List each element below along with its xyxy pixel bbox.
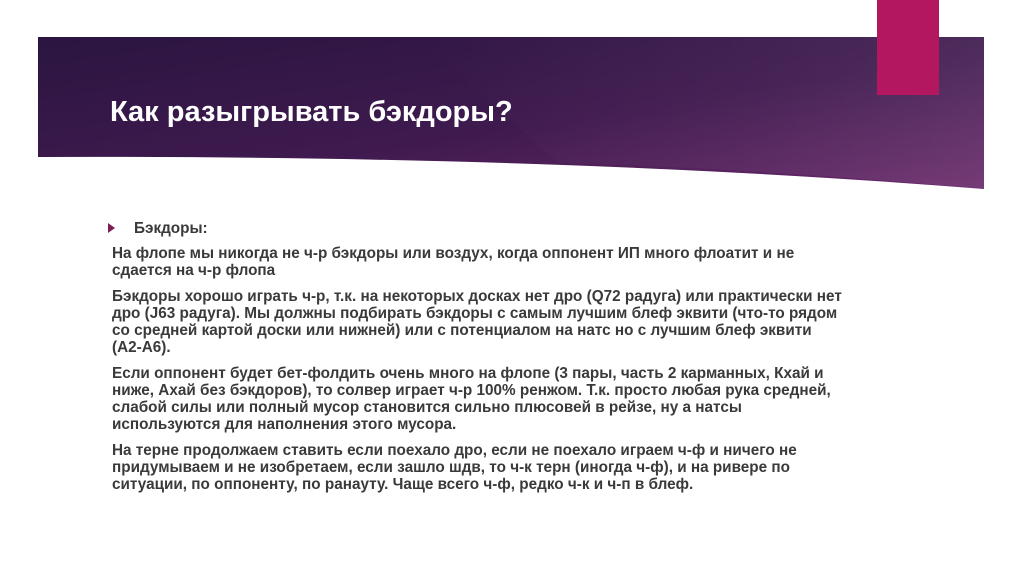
triangle-bullet-icon bbox=[108, 223, 115, 233]
paragraph-2: Бэкдоры хорошо играть ч-р, т.к. на некоторых досках нет дро (Q72 радуга) или практически нет дро (J63 радуга). Мы должны подбирать бэкдоры с самым лучшим блеф эквити (что-то рядом со средней картой доски или нижней) или с потенциалом на натс но с лучшим блеф эквити (A2-A6). bbox=[112, 288, 842, 356]
paragraph-1: На флопе мы никогда не ч-р бэкдоры или воздух, когда оппонент ИП много флоатит и не сдается на ч-р флопа bbox=[112, 245, 795, 279]
slide-title: Как разыгрывать бэкдоры? bbox=[110, 96, 513, 128]
paragraph-4: На терне продолжаем ставить если поехало дро, если не поехало играем ч-ф и ничего не придумываем и не изобретаем, если зашло шдв, то ч-к терн (иногда ч-ф), и на ривере по ситуации, по оппоненту, по ранауту. Чаще всего ч-ф, редко ч-к и ч-п в блеф. bbox=[112, 442, 797, 493]
bullet-label: Бэкдоры: bbox=[134, 220, 208, 237]
paragraph-3: Если оппонент будет бет-фолдить очень много на флопе (3 пары, часть 2 карманных, Кхай и ниже, Ахай без бэкдоров), то солвер играет ч-р 100% ренжом. Т.к. просто любая рука средней, слабой силы или полный мусор становится сильно плюсовей в рейзе, ну а натсы используются для наполнения этого мусора. bbox=[112, 365, 831, 433]
bullet-item bbox=[112, 220, 842, 237]
slide-body bbox=[112, 220, 842, 502]
accent-bar bbox=[877, 0, 939, 95]
